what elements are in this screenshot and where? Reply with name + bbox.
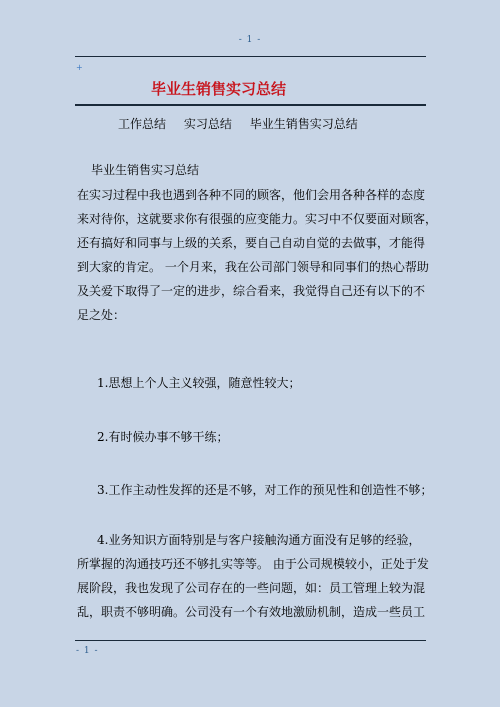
header-page-number: - 1 - — [238, 35, 262, 45]
tag-list — [118, 115, 358, 132]
paragraph-line: 乱，职责不够明确。公司没有一个有效地激励机制，造成一些员工 — [77, 605, 426, 619]
paragraph-line: 来对待你，这就要求你有很强的应变能力。实习中不仅要面对顾客， — [77, 212, 438, 226]
section-subtitle: 毕业生销售实习总结 — [91, 163, 200, 177]
anchor-marker: + — [76, 63, 83, 72]
tag-item: 工作总结 — [118, 117, 167, 131]
list-item: 4.业务知识方面特别是与客户接触沟通方面没有足够的经验， — [97, 533, 421, 547]
paragraph-line: 及关爱下取得了一定的进步，综合看来，我觉得自己还有以下的不 — [77, 284, 426, 298]
footer-page-number: - 1 - — [76, 646, 99, 656]
title-rule — [75, 104, 426, 106]
paragraph-line: 在实习过程中我也遇到各种不同的顾客，他们会用各种各样的态度 — [77, 188, 426, 202]
tag-item: 实习总结 — [183, 117, 232, 131]
list-item: 2.有时候办事不够干练； — [97, 430, 229, 444]
document-title: 毕业生销售实习总结 — [151, 80, 287, 98]
footer-rule — [75, 640, 426, 641]
paragraph-line: 足之处： — [77, 308, 126, 322]
tag-item: 毕业生销售实习总结 — [249, 117, 358, 131]
paragraph-line: 展阶段，我也发现了公司存在的一些问题，如：员工管理上较为混 — [77, 581, 426, 595]
list-item: 3.工作主动性发挥的还是不够，对工作的预见性和创造性不够； — [97, 483, 433, 497]
paragraph-line: 所掌握的沟通技巧还不够扎实等等。 由于公司规模较小，正处于发 — [77, 557, 429, 571]
paragraph-line: 到大家的肯定。 一个月来，我在公司部门领导和同事们的热心帮助 — [77, 260, 429, 274]
header-rule — [75, 56, 426, 57]
list-item: 1.思想上个人主义较强，随意性较大； — [97, 376, 301, 390]
paragraph-line: 还有搞好和同事与上级的关系，要自己自动自觉的去做事，才能得 — [77, 236, 426, 250]
